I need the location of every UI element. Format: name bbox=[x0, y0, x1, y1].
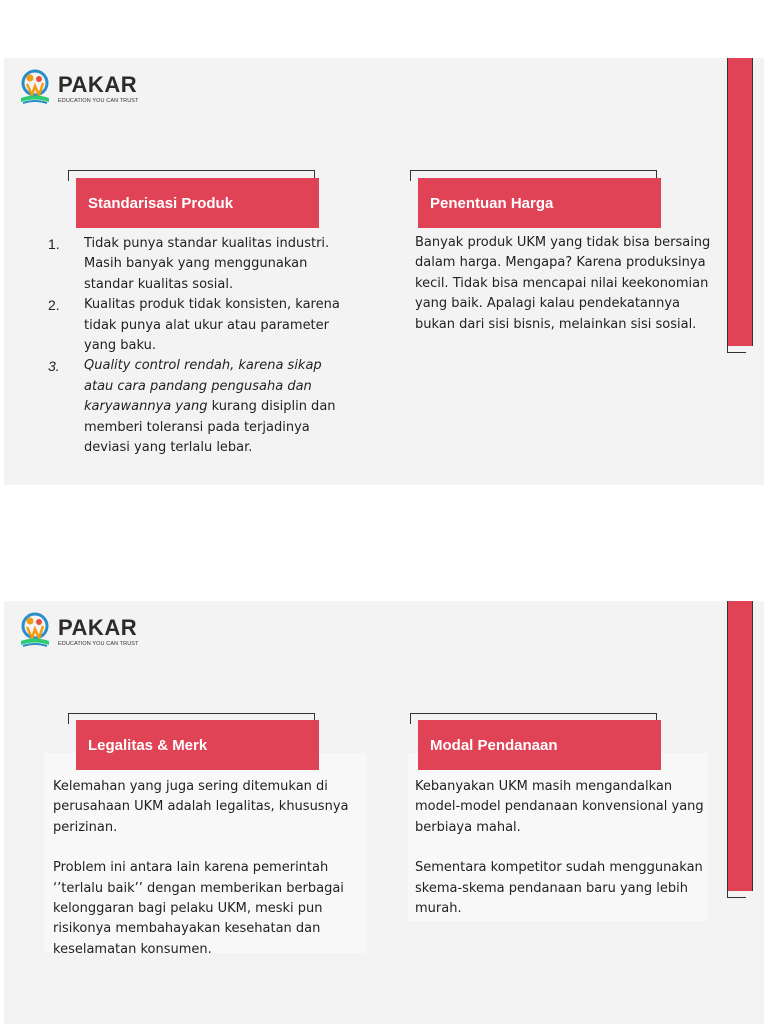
list-item bbox=[48, 234, 348, 295]
slide-1 bbox=[4, 58, 764, 485]
slide-2 bbox=[4, 601, 764, 1024]
accent-bar bbox=[727, 58, 753, 346]
card-title-standarisasi bbox=[76, 178, 319, 228]
list-text-italic: Quality control rendah, karena sikap atau cara pandang pengusaha dan karyawannya yang bbox=[84, 358, 322, 415]
list-number: 2. bbox=[48, 297, 60, 314]
list-text: kurang disiplin dan memberi toleransi pada terjadinya deviasi yang terlalu lebar. bbox=[84, 399, 336, 456]
card-paragraph: Problem ini antara lain karena pemerintah ‘’terlalu baik’’ dengan memberikan berbagai kelonggaran bagi pelaku UKM, meski pun risikonya membahayakan kesehatan dan keselamatan konsumen. bbox=[53, 860, 344, 957]
card-title-text: Standarisasi Produk bbox=[88, 194, 234, 212]
list-text: Tidak punya standar kualitas industri. Masih banyak yang menggunakan standar kualitas sosial. bbox=[84, 236, 330, 292]
brand-name: PAKAR bbox=[58, 615, 138, 640]
card-title-penentuan-harga bbox=[418, 178, 661, 228]
card-title-text: Legalitas & Merk bbox=[88, 736, 208, 754]
pakar-logo-icon bbox=[18, 611, 52, 651]
list-item bbox=[48, 295, 348, 356]
accent-bar-outline bbox=[727, 346, 746, 353]
list-item bbox=[48, 356, 348, 458]
card-body-legalitas-merk bbox=[53, 777, 363, 960]
card-title-legalitas-merk bbox=[76, 720, 319, 770]
pakar-logo-icon bbox=[18, 68, 52, 108]
card-title-modal-pendanaan bbox=[418, 720, 661, 770]
card-title-text: Penentuan Harga bbox=[430, 194, 554, 212]
brand-tagline: EDUCATION YOU CAN TRUST bbox=[58, 98, 139, 104]
list-number: 3. bbox=[48, 358, 60, 375]
accent-bar bbox=[727, 601, 753, 891]
brand-tagline: EDUCATION YOU CAN TRUST bbox=[58, 641, 139, 647]
card-paragraph: Banyak produk UKM yang tidak bisa bersaing dalam harga. Mengapa? Karena produksinya kecil. Tidak bisa mencapai nilai keekonomian yang baik. Apalagi kalau pendekatannya bukan dari sisi bisnis, melainkan sisi sosial. bbox=[415, 235, 711, 332]
card-body-modal-pendanaan bbox=[415, 777, 711, 919]
card-title-text: Modal Pendanaan bbox=[430, 736, 558, 754]
card-paragraph: Kelemahan yang juga sering ditemukan di perusahaan UKM adalah legalitas, khususnya perizinan. bbox=[53, 779, 349, 835]
card-paragraph: Kebanyakan UKM masih mengandalkan model-model pendanaan konvensional yang berbiaya mahal. bbox=[415, 779, 704, 835]
card-body-standarisasi bbox=[48, 234, 348, 458]
accent-bar-outline bbox=[727, 891, 746, 898]
list-number: 1. bbox=[48, 236, 60, 252]
brand-logo bbox=[18, 68, 138, 110]
brand-name: PAKAR bbox=[58, 72, 138, 97]
brand-logo bbox=[18, 611, 138, 653]
numbered-list bbox=[48, 234, 348, 458]
list-text: Kualitas produk tidak konsisten, karena tidak punya alat ukur atau parameter yang baku. bbox=[84, 297, 340, 354]
card-paragraph: Sementara kompetitor sudah menggunakan skema-skema pendanaan baru yang lebih murah. bbox=[415, 860, 703, 917]
card-body-penentuan-harga bbox=[415, 233, 711, 335]
